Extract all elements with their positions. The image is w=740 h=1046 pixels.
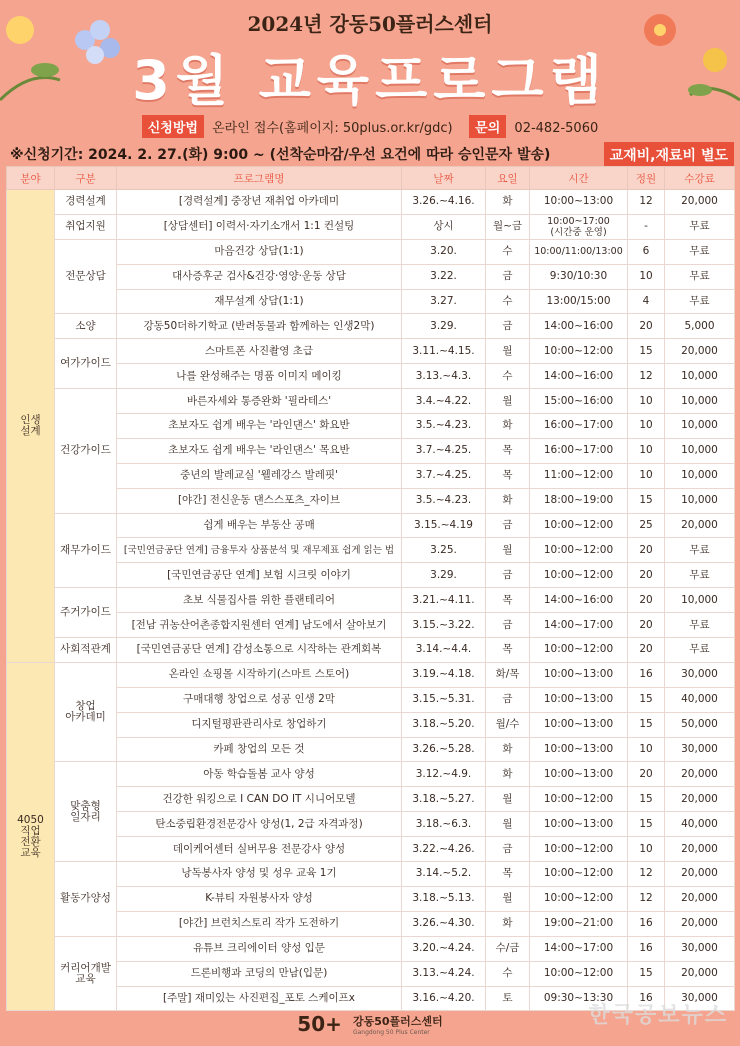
table-row xyxy=(7,314,735,339)
program-day: 화 xyxy=(486,190,530,215)
table-row xyxy=(7,638,735,663)
program-fee: 무료 xyxy=(665,613,735,638)
table-row xyxy=(7,364,735,389)
inquiry-phone: 02-482-5060 xyxy=(514,121,599,136)
program-capacity: 16 xyxy=(628,662,665,687)
program-fee: 무료 xyxy=(665,239,735,264)
category-cell: 창업 아카데미 xyxy=(55,662,117,762)
table-row xyxy=(7,463,735,488)
program-day: 금 xyxy=(486,613,530,638)
program-time: 19:00~21:00 xyxy=(530,911,628,936)
program-day: 화 xyxy=(486,488,530,513)
program-time: 14:00~16:00 xyxy=(530,314,628,339)
program-day: 월 xyxy=(486,389,530,414)
program-date: 3.25. xyxy=(402,538,486,563)
table-row xyxy=(7,911,735,936)
program-capacity: 20 xyxy=(628,538,665,563)
program-date: 3.29. xyxy=(402,314,486,339)
program-capacity: 20 xyxy=(628,762,665,787)
program-date: 3.26.~4.16. xyxy=(402,190,486,215)
col-header: 분야 xyxy=(7,167,55,190)
program-name: 강동50더하기학교 (반려동물과 함께하는 인생2막) xyxy=(117,314,402,339)
program-date: 3.5.~4.23. xyxy=(402,414,486,439)
category-cell: 건강가이드 xyxy=(55,389,117,513)
program-time: 11:00~12:00 xyxy=(530,463,628,488)
program-date: 3.18.~5.20. xyxy=(402,712,486,737)
footer-org-name: 강동50플러스센터 xyxy=(352,1014,443,1028)
program-date: 3.4.~4.22. xyxy=(402,389,486,414)
program-capacity: 4 xyxy=(628,289,665,314)
table-row xyxy=(7,936,735,961)
field-cell: 4050 직업 전환 교육 xyxy=(7,662,55,1010)
program-day: 목 xyxy=(486,463,530,488)
program-day: 목 xyxy=(486,438,530,463)
program-capacity: 12 xyxy=(628,364,665,389)
col-header: 프로그램명 xyxy=(117,167,402,190)
program-name: [국민연금공단 연계] 금융투자 상품분석 및 재무제표 쉽게 읽는 법 xyxy=(117,538,402,563)
program-name: 탄소중립환경전문강사 양성(1, 2급 자격과정) xyxy=(117,812,402,837)
category-cell: 여가가이드 xyxy=(55,339,117,389)
program-name: 대사증후군 검사&건강·영양·운동 상담 xyxy=(117,264,402,289)
program-capacity: 10 xyxy=(628,264,665,289)
program-name: 낭독봉사자 양성 및 성우 교육 1기 xyxy=(117,862,402,887)
table-row xyxy=(7,414,735,439)
program-time: 10:00~13:00 xyxy=(530,762,628,787)
program-date: 3.22.~4.26. xyxy=(402,837,486,862)
program-date: 3.21.~4.11. xyxy=(402,588,486,613)
col-header: 수강료 xyxy=(665,167,735,190)
program-date: 3.20. xyxy=(402,239,486,264)
program-date: 3.20.~4.24. xyxy=(402,936,486,961)
program-time: 9:30/10:30 xyxy=(530,264,628,289)
program-date: 3.29. xyxy=(402,563,486,588)
program-date: 3.7.~4.25. xyxy=(402,438,486,463)
program-capacity: 20 xyxy=(628,314,665,339)
program-day: 월 xyxy=(486,812,530,837)
program-date: 3.18.~5.13. xyxy=(402,886,486,911)
table-row xyxy=(7,538,735,563)
program-fee: 5,000 xyxy=(665,314,735,339)
category-cell: 사회적관계 xyxy=(55,638,117,663)
table-row xyxy=(7,712,735,737)
table-row xyxy=(7,563,735,588)
program-name: 마음건강 상담(1:1) xyxy=(117,239,402,264)
program-time: 15:00~16:00 xyxy=(530,389,628,414)
col-header: 요일 xyxy=(486,167,530,190)
program-capacity: 16 xyxy=(628,936,665,961)
program-capacity: 15 xyxy=(628,712,665,737)
program-fee: 무료 xyxy=(665,638,735,663)
program-capacity: 16 xyxy=(628,911,665,936)
program-fee: 10,000 xyxy=(665,389,735,414)
program-name: 데이케어센터 실버무용 전문강사 양성 xyxy=(117,837,402,862)
program-name: [전남 귀농산어촌종합지원센터 연계] 남도에서 살아보기 xyxy=(117,613,402,638)
field-cell: 인생 설계 xyxy=(7,190,55,663)
program-name: 유튜브 크리에이터 양성 입문 xyxy=(117,936,402,961)
program-day: 화 xyxy=(486,737,530,762)
category-cell: 맞춤형 일자리 xyxy=(55,762,117,862)
table-row xyxy=(7,812,735,837)
program-capacity: - xyxy=(628,214,665,239)
program-capacity: 15 xyxy=(628,488,665,513)
program-date: 3.18.~5.27. xyxy=(402,787,486,812)
table-row xyxy=(7,264,735,289)
program-capacity: 15 xyxy=(628,687,665,712)
table-row xyxy=(7,961,735,986)
table-row xyxy=(7,389,735,414)
program-day: 수 xyxy=(486,364,530,389)
program-date: 3.18.~6.3. xyxy=(402,812,486,837)
program-day: 금 xyxy=(486,687,530,712)
program-day: 금 xyxy=(486,513,530,538)
program-day: 목 xyxy=(486,588,530,613)
program-capacity: 20 xyxy=(628,638,665,663)
program-name: 초보자도 쉽게 배우는 '라인댄스' 목요반 xyxy=(117,438,402,463)
table-row xyxy=(7,737,735,762)
program-day: 목 xyxy=(486,862,530,887)
program-date: 3.13.~4.24. xyxy=(402,961,486,986)
category-cell: 주거가이드 xyxy=(55,588,117,638)
program-name: [국민연금공단 연계] 보험 시크릿 이야기 xyxy=(117,563,402,588)
program-time: 10:00~13:00 xyxy=(530,712,628,737)
program-date: 3.16.~4.20. xyxy=(402,986,486,1011)
category-cell: 재무가이드 xyxy=(55,513,117,588)
program-date: 3.14.~5.2. xyxy=(402,862,486,887)
table-row xyxy=(7,190,735,215)
program-time: 10:00~13:00 xyxy=(530,737,628,762)
table-row xyxy=(7,488,735,513)
col-header: 구분 xyxy=(55,167,117,190)
program-name: [경력설계] 중장년 재취업 아카데미 xyxy=(117,190,402,215)
fee-note-badge: 교재비,재료비 별도 xyxy=(604,142,734,168)
program-capacity: 10 xyxy=(628,438,665,463)
program-name: [야간] 브런치스토리 작가 도전하기 xyxy=(117,911,402,936)
program-capacity: 15 xyxy=(628,339,665,364)
program-fee: 20,000 xyxy=(665,886,735,911)
program-day: 목 xyxy=(486,638,530,663)
program-name: [상담센터] 이력서·자기소개서 1:1 컨설팅 xyxy=(117,214,402,239)
page-title: 3월 교육프로그램 xyxy=(132,49,608,112)
program-capacity: 20 xyxy=(628,588,665,613)
program-capacity: 15 xyxy=(628,812,665,837)
program-time: 10:00~17:00 (시간중 운영) xyxy=(530,214,628,239)
program-fee: 20,000 xyxy=(665,513,735,538)
program-fee: 30,000 xyxy=(665,936,735,961)
program-time: 10:00~12:00 xyxy=(530,513,628,538)
program-date: 3.26.~4.30. xyxy=(402,911,486,936)
program-date: 3.7.~4.25. xyxy=(402,463,486,488)
table-header-row xyxy=(7,167,735,190)
program-date: 3.15.~3.22. xyxy=(402,613,486,638)
program-capacity: 15 xyxy=(628,961,665,986)
program-capacity: 12 xyxy=(628,190,665,215)
program-fee: 무료 xyxy=(665,214,735,239)
program-name: [주말] 재미있는 사진편집_포토 스케이프x xyxy=(117,986,402,1011)
program-fee: 10,000 xyxy=(665,588,735,613)
program-time: 10:00~13:00 xyxy=(530,662,628,687)
category-cell: 커리어개발 교육 xyxy=(55,936,117,1011)
program-capacity: 20 xyxy=(628,613,665,638)
program-time: 10:00/11:00/13:00 xyxy=(530,239,628,264)
program-time: 13:00/15:00 xyxy=(530,289,628,314)
program-fee: 10,000 xyxy=(665,364,735,389)
program-date: 3.19.~4.18. xyxy=(402,662,486,687)
program-time: 16:00~17:00 xyxy=(530,438,628,463)
program-date: 상시 xyxy=(402,214,486,239)
center-logo: 50+ xyxy=(297,1012,342,1036)
program-name: 디지털평판관리사로 창업하기 xyxy=(117,712,402,737)
program-capacity: 10 xyxy=(628,737,665,762)
program-time: 10:00~12:00 xyxy=(530,563,628,588)
table-row xyxy=(7,438,735,463)
table-row xyxy=(7,214,735,239)
program-date: 3.15.~4.19 xyxy=(402,513,486,538)
program-fee: 40,000 xyxy=(665,812,735,837)
program-fee: 무료 xyxy=(665,563,735,588)
program-capacity: 12 xyxy=(628,886,665,911)
table-row xyxy=(7,787,735,812)
program-time: 16:00~17:00 xyxy=(530,414,628,439)
table-row xyxy=(7,239,735,264)
header xyxy=(0,0,740,190)
program-date: 3.13.~4.3. xyxy=(402,364,486,389)
program-name: 아동 학습돌봄 교사 양성 xyxy=(117,762,402,787)
program-fee: 무료 xyxy=(665,538,735,563)
program-time: 14:00~16:00 xyxy=(530,364,628,389)
program-capacity: 16 xyxy=(628,986,665,1011)
table-row xyxy=(7,613,735,638)
program-fee: 무료 xyxy=(665,264,735,289)
program-fee: 20,000 xyxy=(665,787,735,812)
program-day: 화/목 xyxy=(486,662,530,687)
table-row xyxy=(7,687,735,712)
program-fee: 20,000 xyxy=(665,862,735,887)
program-fee: 50,000 xyxy=(665,712,735,737)
program-day: 수/금 xyxy=(486,936,530,961)
program-date: 3.12.~4.9. xyxy=(402,762,486,787)
program-name: 중년의 발레교실 '웰레강스 발레핏' xyxy=(117,463,402,488)
program-time: 14:00~16:00 xyxy=(530,588,628,613)
program-date: 3.5.~4.23. xyxy=(402,488,486,513)
inquiry-label: 문의 xyxy=(469,115,506,138)
program-name: 재무설계 상담(1:1) xyxy=(117,289,402,314)
table-row xyxy=(7,662,735,687)
program-time: 10:00~13:00 xyxy=(530,190,628,215)
program-fee: 20,000 xyxy=(665,837,735,862)
program-name: 나를 완성해주는 명품 이미지 메이킹 xyxy=(117,364,402,389)
program-date: 3.26.~5.28. xyxy=(402,737,486,762)
program-date: 3.14.~4.4. xyxy=(402,638,486,663)
apply-method-label: 신청방법 xyxy=(142,115,204,138)
program-day: 수 xyxy=(486,239,530,264)
category-cell: 전문상담 xyxy=(55,239,117,314)
program-fee: 40,000 xyxy=(665,687,735,712)
program-capacity: 10 xyxy=(628,837,665,862)
program-fee: 20,000 xyxy=(665,911,735,936)
program-day: 월 xyxy=(486,886,530,911)
program-day: 금 xyxy=(486,264,530,289)
program-time: 10:00~13:00 xyxy=(530,687,628,712)
program-fee: 무료 xyxy=(665,289,735,314)
program-time: 10:00~12:00 xyxy=(530,538,628,563)
table-row xyxy=(7,339,735,364)
program-capacity: 20 xyxy=(628,563,665,588)
program-time: 10:00~12:00 xyxy=(530,787,628,812)
program-fee: 30,000 xyxy=(665,662,735,687)
category-cell: 활동가양성 xyxy=(55,862,117,937)
program-day: 수 xyxy=(486,289,530,314)
program-day: 월 xyxy=(486,538,530,563)
program-name: 초보 식물집사를 위한 플랜테리어 xyxy=(117,588,402,613)
program-time: 14:00~17:00 xyxy=(530,613,628,638)
program-capacity: 12 xyxy=(628,862,665,887)
program-name: 쉽게 배우는 부동산 공매 xyxy=(117,513,402,538)
apply-method-value: 온라인 접수(홈페이지: 50plus.or.kr/gdc) xyxy=(212,121,453,136)
program-fee: 10,000 xyxy=(665,438,735,463)
category-cell: 소양 xyxy=(55,314,117,339)
program-name: 스마트폰 사진촬영 초급 xyxy=(117,339,402,364)
table-row xyxy=(7,588,735,613)
program-time: 14:00~17:00 xyxy=(530,936,628,961)
program-name: 온라인 쇼핑몰 시작하기(스마트 스토어) xyxy=(117,662,402,687)
program-capacity: 6 xyxy=(628,239,665,264)
application-period: ※신청기간: 2024. 2. 27.(화) 9:00 ~ (선착순마감/우선 요건에 따라 승인문자 발송) xyxy=(10,147,551,163)
program-time: 10:00~13:00 xyxy=(530,812,628,837)
program-date: 3.15.~5.31. xyxy=(402,687,486,712)
col-header: 날짜 xyxy=(402,167,486,190)
program-fee: 10,000 xyxy=(665,414,735,439)
category-cell: 취업지원 xyxy=(55,214,117,239)
program-fee: 10,000 xyxy=(665,463,735,488)
table-body xyxy=(7,190,735,1011)
program-time: 10:00~12:00 xyxy=(530,862,628,887)
program-name: 바른자세와 통증완화 '필라테스' xyxy=(117,389,402,414)
program-fee: 20,000 xyxy=(665,190,735,215)
program-date: 3.22. xyxy=(402,264,486,289)
program-name: 구매대행 창업으로 성공 인생 2막 xyxy=(117,687,402,712)
program-name: 드론비행과 코딩의 만남(입문) xyxy=(117,961,402,986)
table-row xyxy=(7,886,735,911)
program-day: 월/수 xyxy=(486,712,530,737)
program-fee: 30,000 xyxy=(665,986,735,1011)
program-capacity: 15 xyxy=(628,787,665,812)
program-name: [국민연금공단 연계] 감성소통으로 시작하는 관계회복 xyxy=(117,638,402,663)
program-time: 10:00~12:00 xyxy=(530,339,628,364)
program-name: 건강한 워킹으로 I CAN DO IT 시니어모델 xyxy=(117,787,402,812)
program-date: 3.27. xyxy=(402,289,486,314)
table-row xyxy=(7,837,735,862)
footer-org-name-en: Gangdong 50 Plus Center xyxy=(352,1028,430,1036)
program-day: 화 xyxy=(486,762,530,787)
col-header: 정원 xyxy=(628,167,665,190)
program-name: [야간] 전신운동 댄스스포츠_자이브 xyxy=(117,488,402,513)
program-capacity: 10 xyxy=(628,463,665,488)
program-fee: 20,000 xyxy=(665,339,735,364)
program-day: 금 xyxy=(486,837,530,862)
apply-info-row xyxy=(0,115,740,138)
program-capacity: 10 xyxy=(628,414,665,439)
program-time: 10:00~12:00 xyxy=(530,961,628,986)
program-fee: 20,000 xyxy=(665,961,735,986)
table-row xyxy=(7,762,735,787)
program-time: 10:00~12:00 xyxy=(530,886,628,911)
program-time: 18:00~19:00 xyxy=(530,488,628,513)
program-name: 초보자도 쉽게 배우는 '라인댄스' 화요반 xyxy=(117,414,402,439)
program-capacity: 10 xyxy=(628,389,665,414)
center-subtitle: 2024년 강동50플러스센터 xyxy=(247,12,493,36)
program-day: 월 xyxy=(486,339,530,364)
program-fee: 10,000 xyxy=(665,488,735,513)
program-date: 3.11.~4.15. xyxy=(402,339,486,364)
program-time: 10:00~12:00 xyxy=(530,837,628,862)
program-day: 화 xyxy=(486,911,530,936)
program-day: 금 xyxy=(486,563,530,588)
program-day: 금 xyxy=(486,314,530,339)
table-row xyxy=(7,862,735,887)
program-fee: 30,000 xyxy=(665,737,735,762)
program-day: 수 xyxy=(486,961,530,986)
program-day: 월~금 xyxy=(486,214,530,239)
program-day: 월 xyxy=(486,787,530,812)
program-time: 09:30~13:30 xyxy=(530,986,628,1011)
table-row xyxy=(7,289,735,314)
program-capacity: 25 xyxy=(628,513,665,538)
program-day: 화 xyxy=(486,414,530,439)
news-watermark: 한국공보뉴스 xyxy=(588,1003,728,1028)
program-name: K-뷰티 자원봉사자 양성 xyxy=(117,886,402,911)
program-fee: 20,000 xyxy=(665,762,735,787)
category-cell: 경력설계 xyxy=(55,190,117,215)
table-row xyxy=(7,513,735,538)
program-day: 토 xyxy=(486,986,530,1011)
program-schedule-table xyxy=(6,166,735,1011)
program-time: 10:00~12:00 xyxy=(530,638,628,663)
col-header: 시간 xyxy=(530,167,628,190)
program-name: 카페 창업의 모든 것 xyxy=(117,737,402,762)
